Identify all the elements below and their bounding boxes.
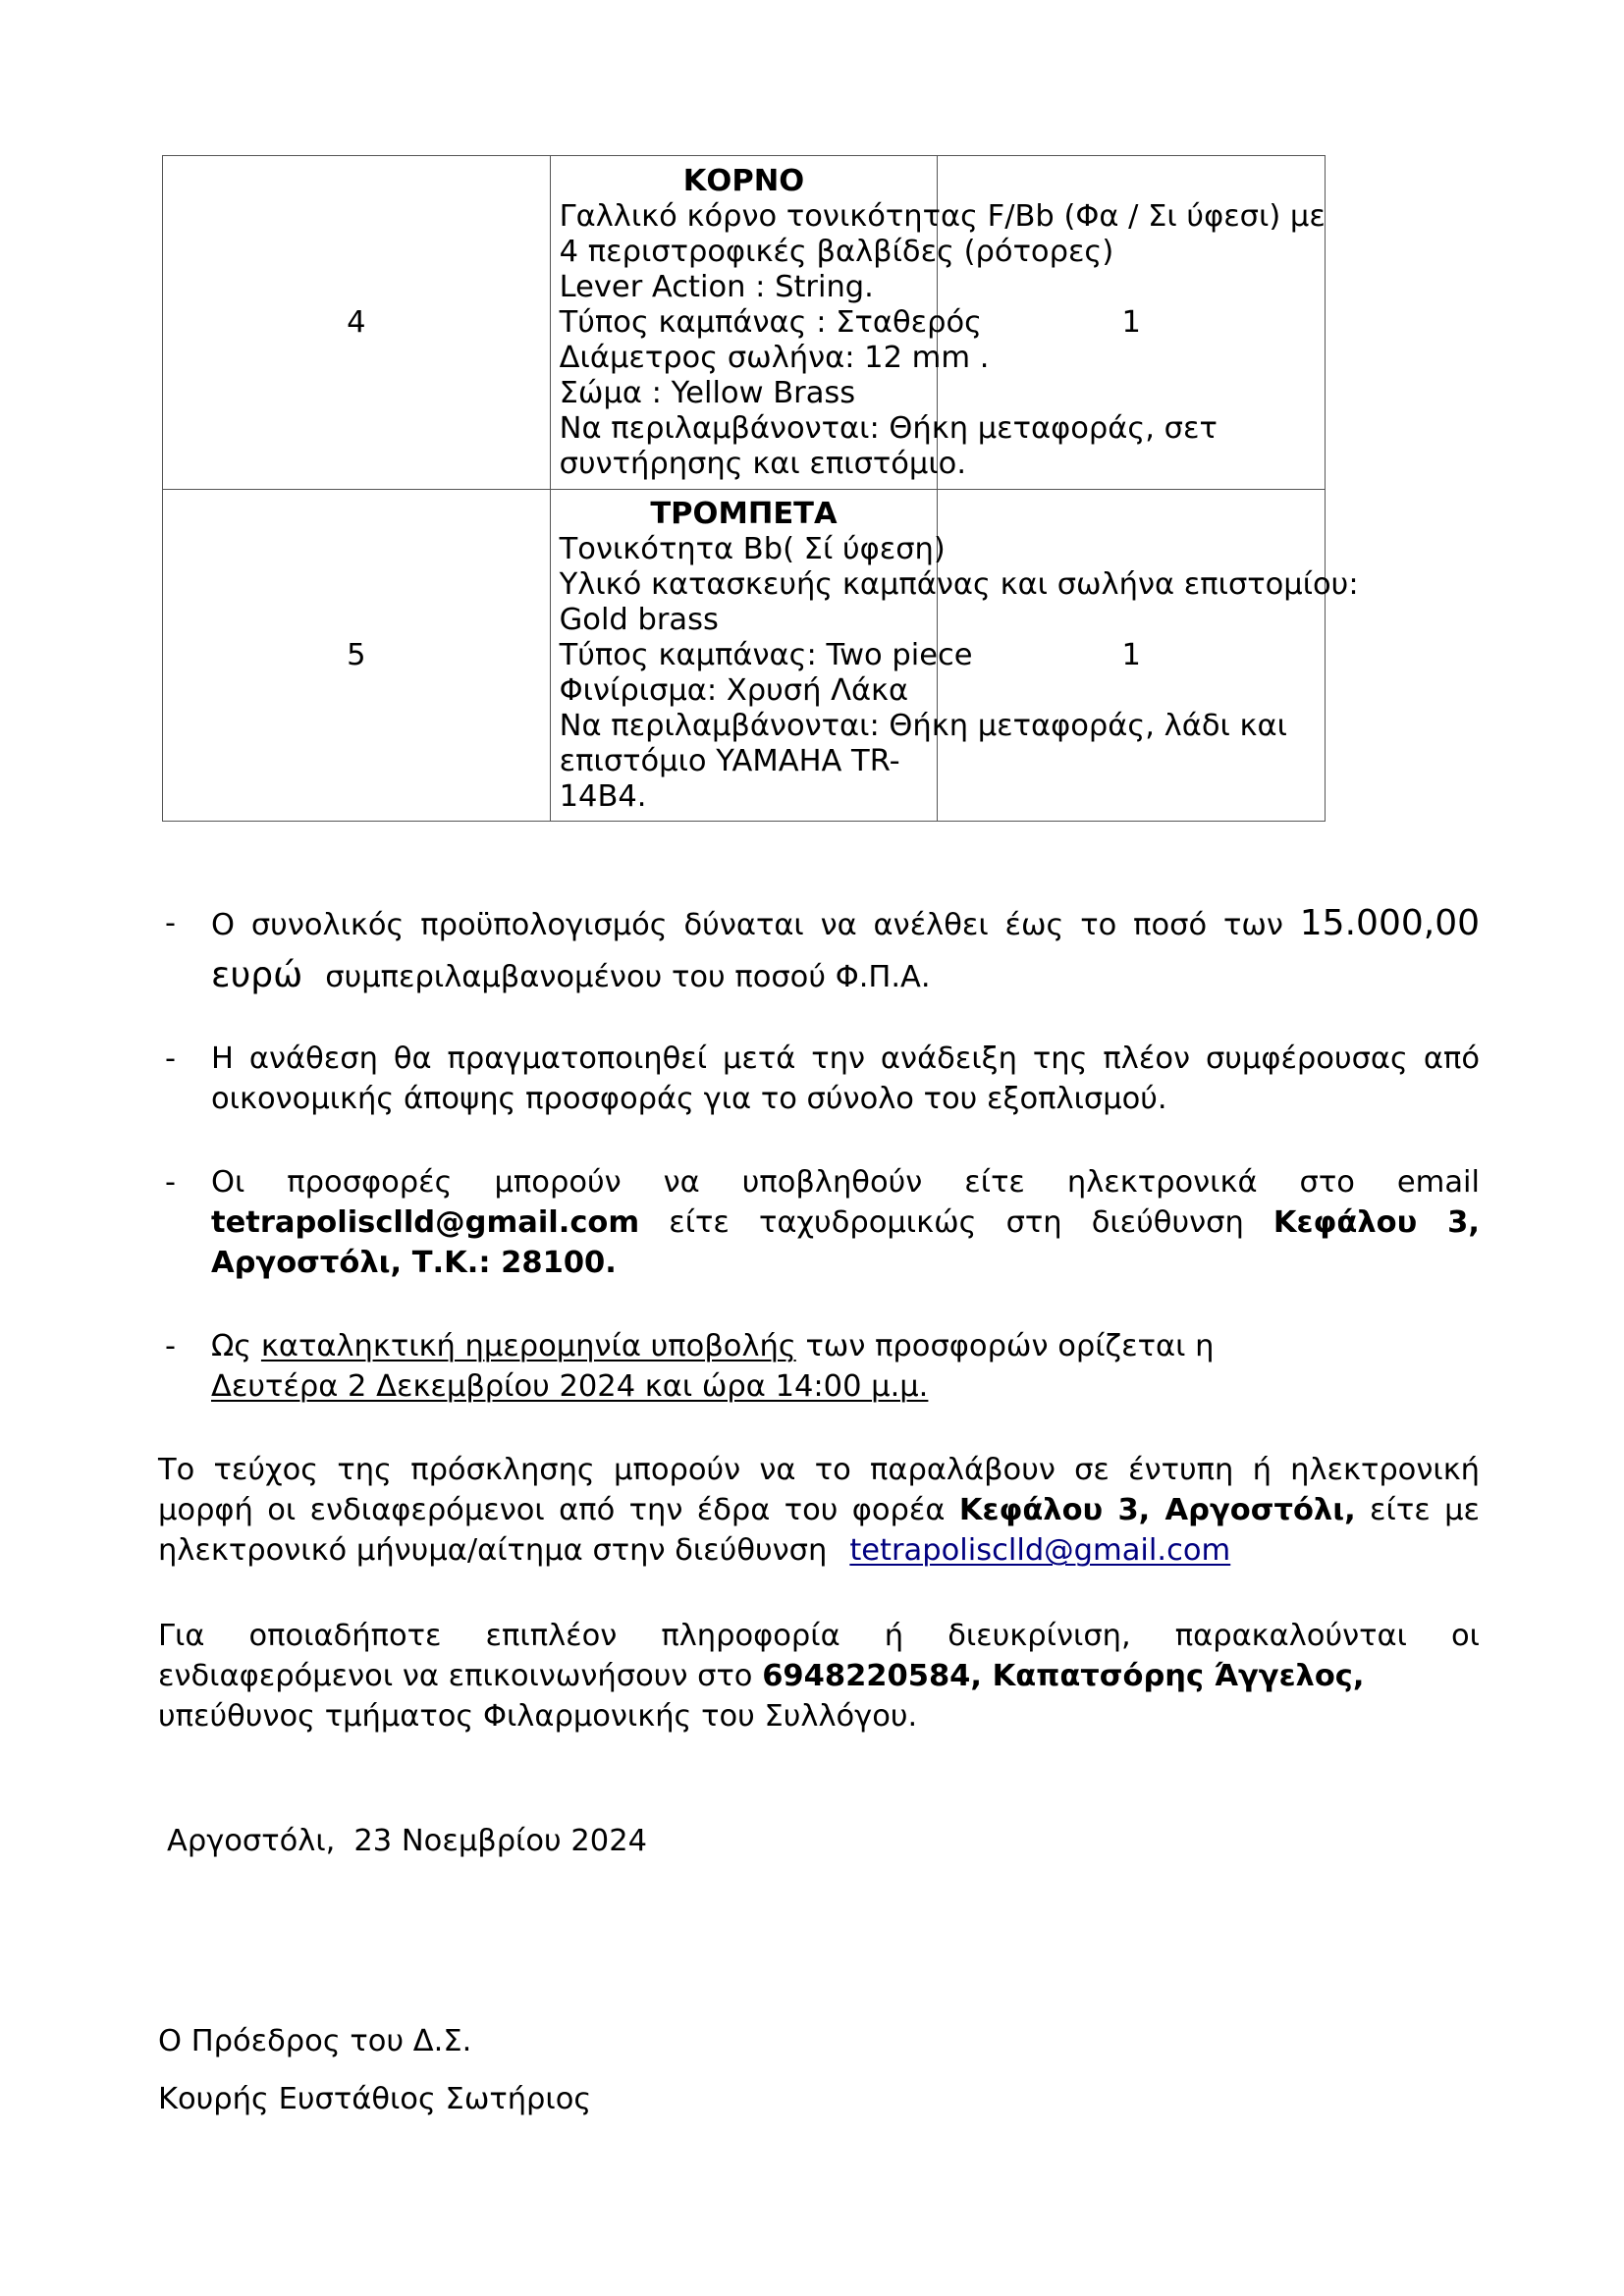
budget-text: Ο συνολικός προϋπολογισμός δύναται να ανέλθει έως το ποσό των [211, 908, 1283, 942]
item-spec-line: Γαλλικό κόρνο τονικότητας F/Bb (Φα / Σι ύφεσι) με [559, 198, 1326, 234]
item-title: ΚΟΡΝΟ [682, 163, 805, 198]
contact-phone-person: 6948220584, Καπατσόρης Άγγελος, [762, 1659, 1365, 1693]
documents-paragraph [158, 1450, 1480, 1571]
budget-currency: ευρώ [211, 955, 303, 995]
bullet-text [211, 898, 1480, 1002]
paragraph-text: ηλεκτρονικό μήνυμα/αίτημα στην διεύθυνση [158, 1533, 828, 1568]
bullet-line [211, 1202, 1480, 1243]
paragraph-line [158, 1490, 1480, 1530]
paragraph-line: Για οποιαδήποτε επιπλέον πληροφορία ή διευκρίνιση, παρακαλούνται οι [158, 1619, 1480, 1653]
bullet-line: Οι προσφορές μπορούν να υποβληθούν είτε ηλεκτρονικά στο email [211, 1165, 1480, 1200]
budget-amount: 15.000,00 [1299, 903, 1480, 943]
bullet-line: Αργοστόλι, Τ.Κ.: 28100. [211, 1246, 617, 1280]
email-link[interactable]: tetrapolisclld@gmail.com [849, 1533, 1231, 1568]
paragraph-line [158, 1656, 1480, 1696]
item-spec-line: Σώμα : Yellow Brass [559, 375, 856, 410]
paragraph-text: μορφή οι ενδιαφερόμενοι από την έδρα του φορέα [158, 1493, 946, 1527]
item-description [550, 156, 1326, 490]
instrument-spec-table [162, 155, 1359, 822]
item-quantity: 1 [938, 490, 1326, 822]
bullet-marker: - [165, 1329, 177, 1363]
item-quantity: 1 [938, 156, 1326, 490]
submission-address: Κεφάλου 3, [1272, 1205, 1480, 1240]
budget-vat-text: συμπεριλαμβανομένου του ποσού Φ.Π.Α. [325, 960, 931, 994]
item-spec-line: Φινίρισμα: Χρυσή Λάκα [559, 672, 909, 708]
deadline-suffix: των προσφορών ορίζεται η [805, 1329, 1215, 1363]
table-row [163, 490, 1326, 822]
bullet-line: Η ανάθεση θα πραγματοποιηθεί μετά την ανάδειξη της πλέον συμφέρουσας από [211, 1041, 1480, 1076]
budget-bullet [165, 898, 1480, 1002]
bullet-line [211, 950, 1480, 1002]
bullet-line [211, 898, 1480, 950]
submission-email: tetrapolisclld@gmail.com [211, 1205, 640, 1240]
item-spec-line: Υλικό κατασκευής καμπάνας και σωλήνα επιστομίου: [559, 566, 1359, 602]
item-description [550, 490, 1359, 822]
item-title: ΤΡΟΜΠΕΤΑ [650, 496, 838, 531]
bullet-text [211, 1039, 1480, 1119]
item-spec-line: 14B4. [559, 778, 647, 814]
item-spec-line: Διάμετρος σωλήνα: 12 mm . [559, 340, 990, 375]
item-spec-line: Να περιλαμβάνονται: Θήκη μεταφοράς, σετ [559, 410, 1218, 446]
bullet-marker: - [165, 906, 177, 940]
award-bullet [165, 1039, 1480, 1119]
deadline-date: Δευτέρα 2 Δεκεμβρίου 2024 και ώρα 14:00 μ.μ. [211, 1369, 929, 1404]
item-spec-line: Gold brass [559, 602, 719, 637]
deadline-bullet [165, 1326, 1480, 1407]
item-spec-line: Να περιλαμβάνονται: Θήκη μεταφοράς, λάδι και [559, 708, 1287, 743]
item-spec-line: 4 περιστροφικές βαλβίδες (ρότορες) [559, 234, 1114, 269]
paragraph-text: ενδιαφερόμενοι να επικοινωνήσουν στο [158, 1659, 753, 1693]
office-address: Κεφάλου 3, Αργοστόλι, [958, 1493, 1356, 1527]
table-row [163, 156, 1326, 490]
item-spec-line: Lever Action : String. [559, 269, 874, 304]
bullet-marker: - [165, 1041, 177, 1076]
bullet-line: οικονομικής άποψης προσφοράς για το σύνολο του εξοπλισμού. [211, 1082, 1167, 1116]
bullet-text [211, 1326, 1480, 1407]
bullet-line [211, 1366, 1480, 1407]
deadline-prefix: Ως [211, 1329, 252, 1363]
item-spec-line: επιστόμιο YAMAHA TR- [559, 743, 900, 778]
item-number: 5 [163, 490, 551, 822]
bullet-text [211, 1162, 1480, 1283]
submission-bullet [165, 1162, 1480, 1283]
signatory-role: Ο Πρόεδρος του Δ.Σ. [158, 2024, 472, 2058]
paragraph-line: υπεύθυνος τμήματος Φιλαρμονικής του Συλλόγου. [158, 1699, 918, 1734]
signatory-name: Κουρής Ευστάθιος Σωτήριος [158, 2082, 592, 2116]
item-spec-line: συντήρησης και επιστόμιο. [559, 446, 967, 481]
paragraph-text: είτε με [1370, 1493, 1480, 1527]
bullet-line [211, 1326, 1480, 1366]
place: Αργοστόλι, [167, 1824, 336, 1858]
item-spec-line: Τύπος καμπάνας: Two piece [559, 637, 973, 672]
bullet-marker: - [165, 1165, 177, 1200]
paragraph-line: Το τεύχος της πρόσκλησης μπορούν να το παραλάβουν σε έντυπη ή ηλεκτρονική [158, 1453, 1480, 1487]
document-date: 23 Νοεμβρίου 2024 [353, 1824, 648, 1858]
item-spec-line: Τύπος καμπάνας : Σταθερός [559, 304, 983, 340]
item-spec-line: Τονικότητα Bb( Σί ύφεση) [559, 531, 946, 566]
item-number: 4 [163, 156, 551, 490]
paragraph-line [158, 1530, 1480, 1571]
submission-text: είτε ταχυδρομικώς στη διεύθυνση [669, 1205, 1244, 1240]
place-date [167, 1821, 647, 1861]
deadline-label: καταληκτική ημερομηνία υποβολής [260, 1329, 796, 1363]
contact-paragraph [158, 1616, 1480, 1736]
